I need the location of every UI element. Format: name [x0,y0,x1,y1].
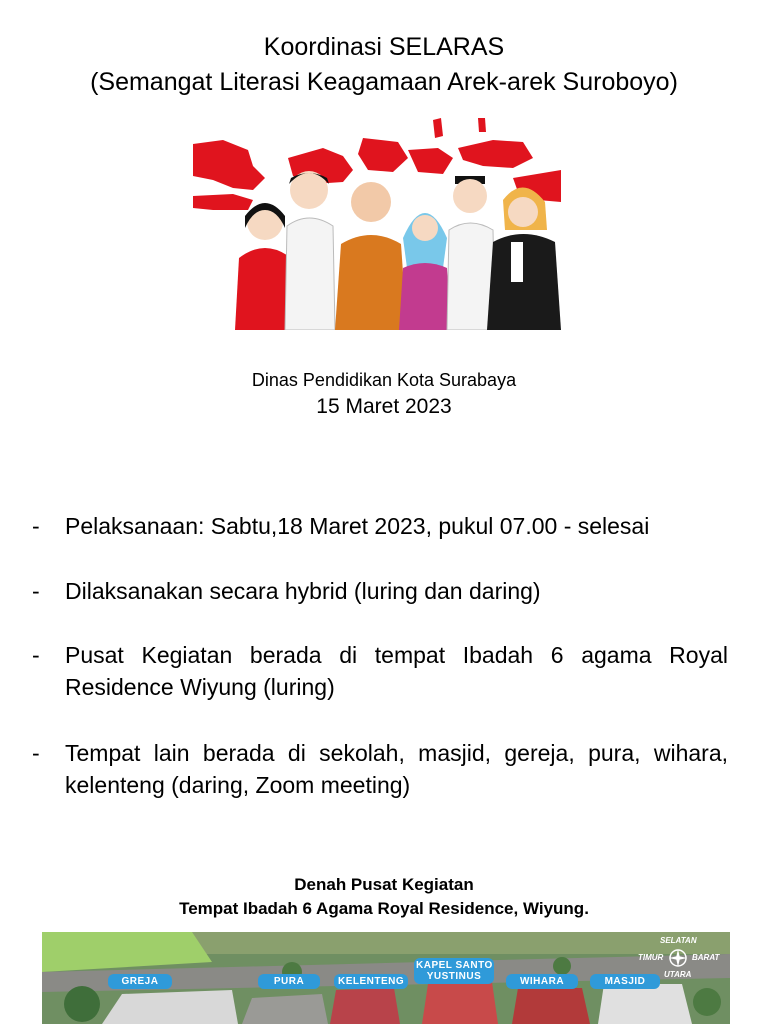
title-line-1: Koordinasi SELARAS [263,33,505,61]
label-masjid: MASJID [590,974,660,989]
label-kapel-line-2: YUSTINUS [426,971,482,982]
event-date: 15 Maret 2023 [316,395,452,418]
person-white-shirt [285,171,335,330]
person-monk [335,182,407,330]
person-hijab [399,213,451,330]
label-kapel-line-1: KAPEL SANTO [416,960,493,971]
interfaith-illustration-svg [193,118,561,330]
bullet-text: Pusat Kegiatan berada di tempat Ibadah 6 agama Royal Residence Wiyung (luring) [65,642,728,700]
interfaith-illustration [193,118,561,330]
compass-south: UTARA [664,970,692,979]
label-kapel [414,958,494,984]
bullet-dash: - [32,740,40,766]
bullet-text: Tempat lain berada di sekolah, masjid, gereja, pura, wihara, kelenteng (daring, Zoom meeting) [65,740,728,798]
bullet-dash: - [32,578,40,604]
map-heading-line-2: Tempat Ibadah 6 Agama Royal Residence, Wiyung. [179,899,589,918]
compass-east: BARAT [692,953,720,962]
bullet-dash: - [32,513,40,539]
map-heading-line-1: Denah Pusat Kegiatan [294,875,474,894]
label-wihara: WIHARA [506,974,578,989]
title-line-2: (Semangat Literasi Keagamaan Arek-arek Suroboyo) [90,68,678,96]
label-klenteng: KELENTENG [334,974,408,989]
label-greja: GREJA [108,974,172,989]
label-pura: PURA [258,974,320,989]
list-item [32,510,728,542]
compass-west: TIMUR [638,953,664,962]
aerial-site-photo [42,932,730,1024]
organizer-name: Dinas Pendidikan Kota Surabaya [251,370,517,390]
person-cap [447,176,495,330]
compass-north: SELATAN [660,936,697,945]
list-item [32,737,728,801]
compass-icon [668,948,688,968]
bullet-text: Dilaksanakan secara hybrid (luring dan daring) [65,578,541,604]
list-item [32,639,728,703]
bullet-dash: - [32,642,40,668]
list-item [32,575,728,607]
bullet-text: Pelaksanaan: Sabtu,18 Maret 2023, pukul 07.00 - selesai [65,513,650,539]
person-black-robe [487,187,561,330]
details-list [32,510,728,801]
